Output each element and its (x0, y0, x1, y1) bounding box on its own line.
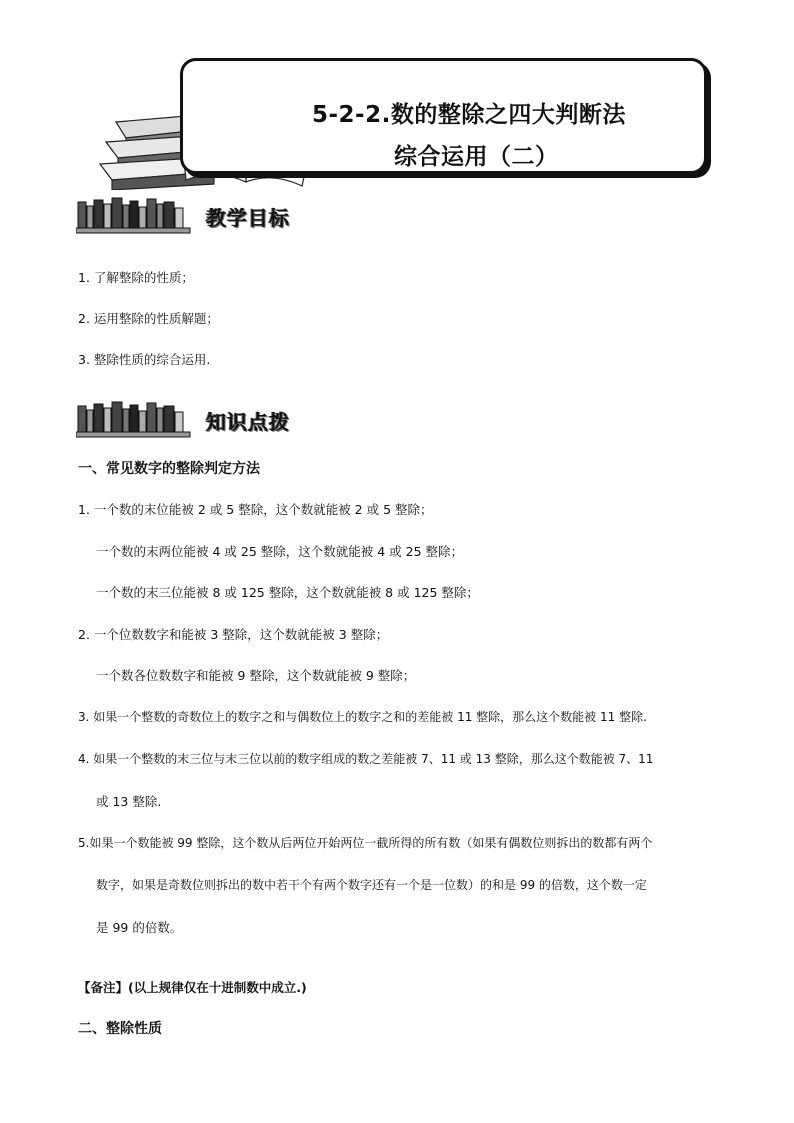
page-title-line-1: 5-2-2.数的整除之四大判断法 (312, 102, 626, 128)
knowledge-line: 5.如果一个数能被 99 整除，这个数从后两位开始两位一截所得的所有数（如果有偶数位则拆出的数都有两个 (78, 836, 653, 850)
knowledge-heading-1: 一、常见数字的整除判定方法 (78, 461, 260, 477)
goal-item: 1. 了解整除的性质； (78, 270, 194, 285)
bookshelf-icon (76, 400, 194, 440)
section-title-goals: 教学目标 (206, 206, 290, 230)
section-title-knowledge: 知识点拨 (206, 410, 290, 434)
section-header-goals (76, 196, 316, 236)
knowledge-line: 是 99 的倍数。 (96, 920, 183, 935)
knowledge-line: 一个数的末两位能被 4 或 25 整除，这个数就能被 4 或 25 整除； (96, 544, 464, 559)
knowledge-line: 或 13 整除. (96, 794, 162, 809)
knowledge-line: 1. 一个数的末位能被 2 或 5 整除，这个数就能被 2 或 5 整除； (78, 502, 433, 517)
note: 【备注】(以上规律仅在十进制数中成立.) (78, 980, 307, 995)
section-header-knowledge (76, 400, 316, 440)
knowledge-line: 2. 一个位数数字和能被 3 整除，这个数就能被 3 整除； (78, 627, 389, 642)
knowledge-line: 数字，如果是奇数位则拆出的数中若干个有两个数字还有一个是一位数）的和是 99 的倍数，这个数一定 (96, 878, 647, 892)
knowledge-line: 一个数的末三位能被 8 或 125 整除，这个数就能被 8 或 125 整除； (96, 585, 479, 600)
knowledge-line: 4. 如果一个整数的末三位与末三位以前的数字组成的数之差能被 7、11 或 13 整除，那么这个数能被 7、11 (78, 752, 654, 766)
bookshelf-icon (76, 196, 194, 236)
page-title-line-2: 综合运用（二） (394, 144, 559, 170)
goal-item: 3. 整除性质的综合运用. (78, 352, 211, 367)
knowledge-heading-2: 二、整除性质 (78, 1021, 162, 1037)
knowledge-line: 3. 如果一个整数的奇数位上的数字之和与偶数位上的数字之和的差能被 11 整除，那么这个数能被 11 整除. (78, 710, 647, 724)
goal-item: 2. 运用整除的性质解题； (78, 311, 219, 326)
knowledge-line: 一个数各位数数字和能被 9 整除，这个数就能被 9 整除； (96, 668, 416, 683)
